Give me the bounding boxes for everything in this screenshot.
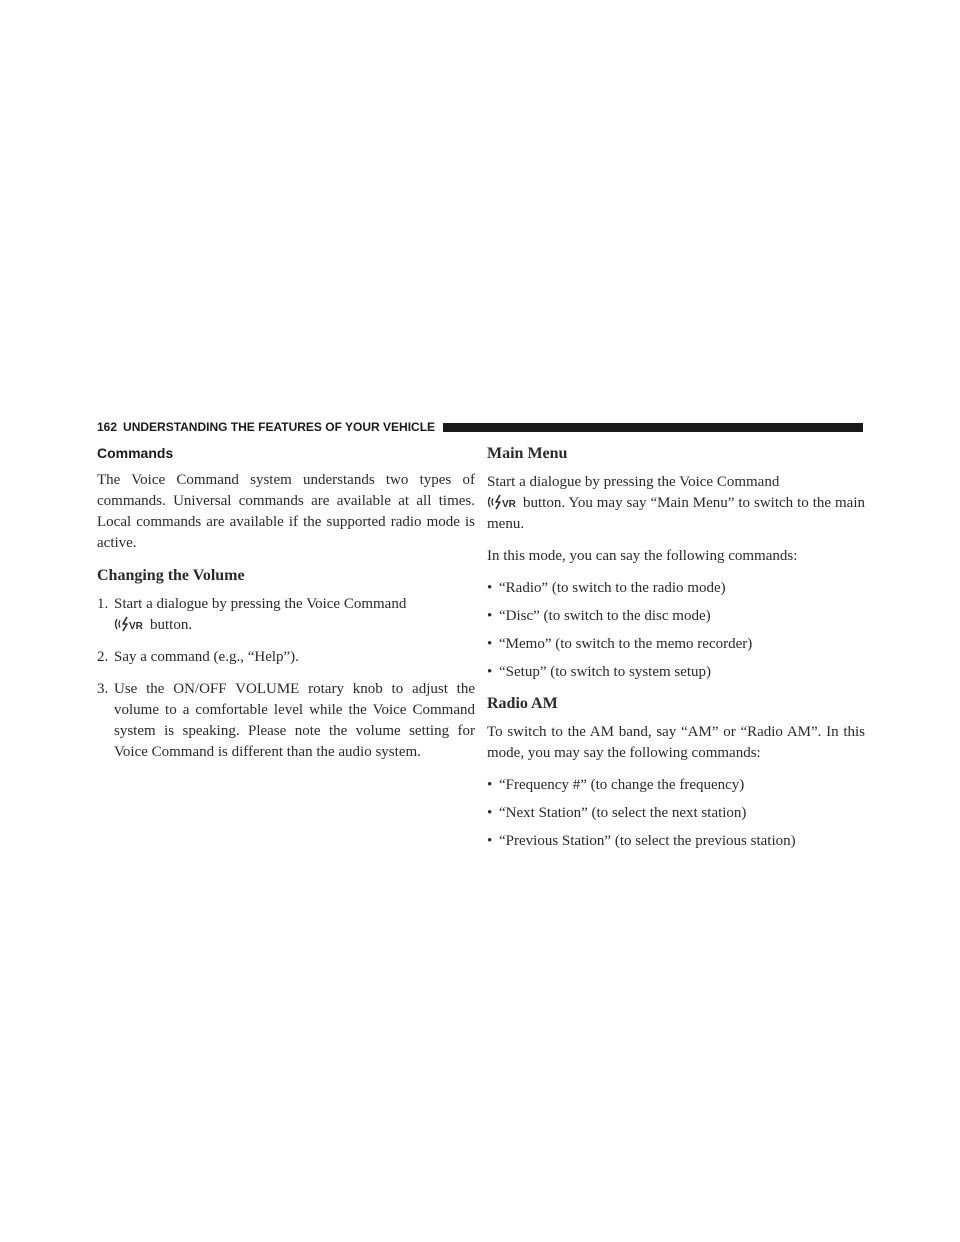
page-number: 162 [97,420,118,434]
mode-intro: In this mode, you can say the following commands: [487,548,798,564]
page-header [97,418,863,436]
radio-am-paragraph: To switch to the AM band, say “AM” or “Radio AM”. In this mode, you may say the following commands: [487,724,865,761]
main-menu-text-after: button. You may say “Main Menu” to switch to the main menu. [487,495,865,532]
list-item: • “Previous Station” (to select the previous station) [487,831,865,852]
list-item: • “Radio” (to switch to the radio mode) [487,578,865,599]
list-item: • “Next Station” (to select the next station) [487,803,865,824]
main-menu-paragraph [487,472,865,535]
step-text: Start a dialogue by pressing the Voice Command [114,596,407,612]
list-item: • “Disc” (to switch to the disc mode) [487,606,865,627]
bullet-icon: • [487,636,493,652]
bullet-icon: • [487,833,493,849]
main-menu-list [487,578,865,683]
step-text-after: button. [150,617,193,633]
commands-heading: Commands [97,445,174,461]
volume-steps [97,594,475,763]
step-item [97,679,475,763]
header-rule [443,423,863,432]
bullet-icon: • [487,608,493,624]
step-item [97,594,475,636]
step-item [97,647,475,668]
step-text: Use the ON/OFF VOLUME rotary knob to adjust the volume to a comfortable level while the Voice Command system is speaking. Please note the volume setting for Voice Command is different than the audio system. [114,681,475,760]
right-column [487,440,865,862]
step-number: 3. [97,681,109,697]
left-column [97,440,475,774]
list-item: • “Frequency #” (to change the frequency) [487,775,865,796]
main-menu-heading: Main Menu [487,445,568,462]
list-item: • “Setup” (to switch to system setup) [487,662,865,683]
changing-volume-heading: Changing the Volume [97,567,245,584]
list-item: • “Memo” (to switch to the memo recorder) [487,634,865,655]
voice-command-icon [487,494,521,510]
step-number: 1. [97,596,109,612]
voice-command-icon [114,616,148,632]
bullet-icon: • [487,664,493,680]
main-menu-text-before: Start a dialogue by pressing the Voice Command [487,474,780,490]
bullet-icon: • [487,777,493,793]
svg-text:VR: VR [129,621,143,632]
bullet-icon: • [487,580,493,596]
section-title: UNDERSTANDING THE FEATURES OF YOUR VEHICLE [123,420,436,434]
commands-paragraph: The Voice Command system understands two types of commands. Universal commands are available at all times. Local commands are available if the supported radio mode is active. [97,472,475,551]
radio-am-list [487,775,865,852]
bullet-icon: • [487,805,493,821]
step-text: Say a command (e.g., “Help”). [114,649,299,665]
svg-text:VR: VR [502,499,516,510]
step-number: 2. [97,649,109,665]
radio-am-heading: Radio AM [487,695,558,712]
